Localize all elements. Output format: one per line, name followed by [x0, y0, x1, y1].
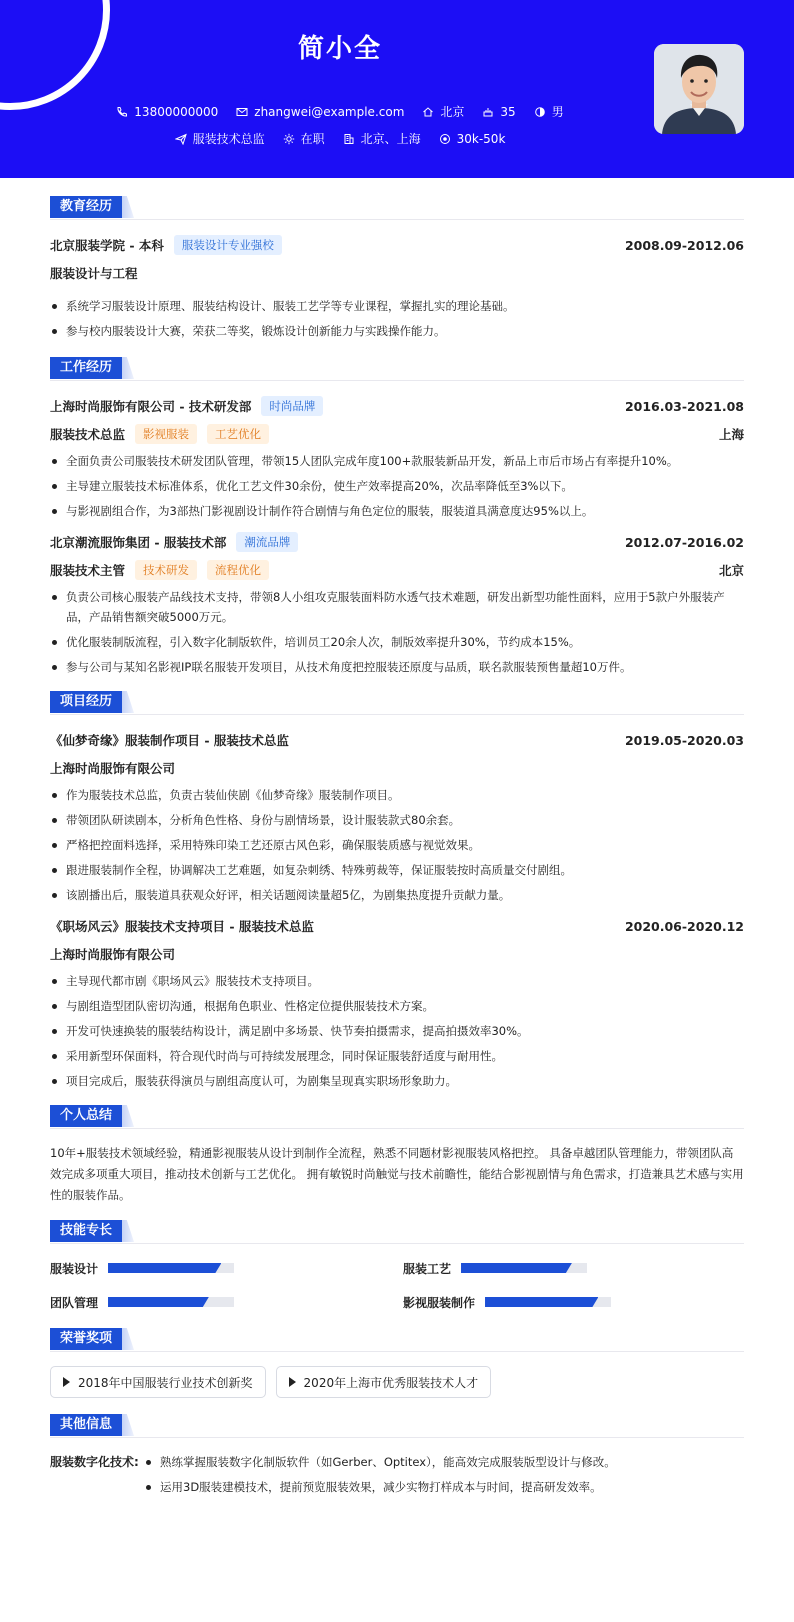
building-icon	[343, 133, 355, 145]
project-entry	[50, 915, 744, 1091]
list-item: 开发可快速换装的服装结构设计，满足剧中多场景、快节奏拍摄需求，提高拍摄效率30%。	[50, 1021, 744, 1041]
phone-icon	[116, 106, 128, 118]
summary-text: 10年+服装技术领域经验，精通影视服装从设计到制作全流程，熟悉不同题材影视服装风格把控。 具备卓越团队管理能力，带领团队高效完成多项重大项目，推动技术创新与工艺优化。 拥有敏锐时尚触觉与技术前瞻性，能结合影视剧情与角色需求，打造兼具艺术感与实用性的服装作品。	[50, 1146, 744, 1202]
list-item: 严格把控面料选择，采用特殊印染工艺还原古风色彩，确保服装质感与视觉效果。	[50, 835, 744, 855]
role-tag: 流程优化	[207, 560, 269, 580]
portrait-icon	[654, 44, 744, 134]
list-item: 全面负责公司服装技术研发团队管理，带领15人团队完成年度100+款服装新品开发，新品上市后市场占有率提升10%。	[50, 451, 744, 471]
work-entry	[50, 531, 744, 677]
role-title: 服装技术主管 技术研发 流程优化	[50, 560, 269, 580]
city-item: 北京	[422, 103, 464, 120]
section-title: 技能专长	[50, 1220, 122, 1242]
skill-bar	[108, 1263, 234, 1273]
resume-body	[50, 196, 744, 1502]
award-item: 2020年上海市优秀服装技术人才	[276, 1366, 492, 1398]
contact-row	[0, 103, 680, 120]
location: 北京	[718, 563, 744, 578]
skill-item: 服装设计	[50, 1258, 403, 1278]
age-item: 35	[482, 103, 515, 120]
skill-item: 影视服装制作	[403, 1292, 744, 1312]
date-range: 2020.06-2020.12	[624, 918, 744, 934]
list-item: 运用3D服装建模技术，提前预览服装效果，减少实物打样成本与时间，提高研发效率。	[144, 1477, 744, 1497]
list-item: 熟练掌握服装数字化制版软件（如Gerber、Optitex），能高效完成服装版型设计与修改。	[144, 1452, 744, 1472]
target-city-item: 北京、上海	[343, 130, 421, 147]
mail-icon	[236, 106, 248, 118]
skill-bar-fill	[108, 1263, 221, 1273]
list-item: 与剧组造型团队密切沟通，根据角色职业、性格定位提供服装技术方案。	[50, 996, 744, 1016]
summary-header	[50, 1105, 744, 1129]
skill-bar-fill	[461, 1263, 572, 1273]
section-title: 其他信息	[50, 1414, 122, 1436]
skills-grid	[50, 1258, 744, 1312]
list-item: 主导建立服装技术标准体系，优化工艺文件30余份，使生产效率提高20%，次品率降低至3%以下。	[50, 476, 744, 496]
project-org: 上海时尚服饰有限公司	[50, 761, 176, 776]
list-item: 与影视剧组合作，为3部热门影视剧设计制作符合剧情与角色定位的服装，服装道具满意度达95%以上。	[50, 501, 744, 521]
home-icon	[422, 106, 434, 118]
role-title: 服装技术总监 影视服装 工艺优化	[50, 424, 269, 444]
education-entry	[50, 234, 744, 341]
coin-icon	[439, 133, 451, 145]
gender-item: 男	[534, 103, 564, 120]
skill-bar	[108, 1297, 234, 1307]
play-icon	[289, 1377, 296, 1387]
skill-item: 服装工艺	[403, 1258, 744, 1278]
school-title: 北京服装学院 - 本科 服装设计专业强校	[50, 235, 282, 255]
tag-badge: 潮流品牌	[236, 532, 298, 552]
list-item: 带领团队研读剧本，分析角色性格、身份与剧情场景，设计服装款式80余套。	[50, 810, 744, 830]
list-item: 该剧播出后，服装道具获观众好评，相关话题阅读量超5亿，为剧集热度提升贡献力量。	[50, 885, 744, 905]
project-name: 《仙梦奇缘》服装制作项目 - 服装技术总监	[50, 733, 289, 748]
skill-bar-fill	[485, 1297, 598, 1307]
tag-badge: 服装设计专业强校	[174, 235, 282, 255]
company-title: 北京潮流服饰集团 - 服装技术部 潮流品牌	[50, 532, 298, 552]
list-item: 跟进服装制作全程，协调解决工艺难题，如复杂刺绣、特殊剪裁等，保证服装按时高质量交付剧组。	[50, 860, 744, 880]
gender-icon	[534, 106, 546, 118]
role-tag: 工艺优化	[207, 424, 269, 444]
section-title: 工作经历	[50, 357, 122, 379]
section-title: 荣誉奖项	[50, 1328, 122, 1350]
work-entry	[50, 395, 744, 521]
other-info	[50, 1452, 744, 1502]
play-icon	[63, 1377, 70, 1387]
company-title: 上海时尚服饰有限公司 - 技术研发部 时尚品牌	[50, 396, 323, 416]
sun-icon	[283, 133, 295, 145]
education-header	[50, 196, 744, 220]
list-item: 作为服装技术总监，负责古装仙侠剧《仙梦奇缘》服装制作项目。	[50, 785, 744, 805]
section-title: 个人总结	[50, 1105, 122, 1127]
status-item: 在职	[283, 130, 325, 147]
job-intent-row	[0, 130, 680, 147]
salary-item: 30k-50k	[439, 130, 506, 147]
skill-item: 团队管理	[50, 1292, 403, 1312]
resume-header	[0, 0, 794, 178]
projects-header	[50, 691, 744, 715]
work-header	[50, 357, 744, 381]
candidate-name: 简小全	[297, 34, 382, 64]
section-title: 教育经历	[50, 196, 122, 218]
awards-header	[50, 1328, 744, 1352]
role-tag: 技术研发	[135, 560, 197, 580]
project-entry	[50, 729, 744, 905]
send-icon	[175, 133, 187, 145]
avatar-photo	[654, 44, 744, 134]
list-item: 负责公司核心服装产品线技术支持，带领8人小组攻克服装面料防水透气技术难题，研发出新型功能性面料，应用于5款户外服装产品，产品销售额突破5000万元。	[50, 587, 744, 627]
other-label: 服装数字化技术:	[50, 1455, 139, 1469]
major: 服装设计与工程	[50, 266, 138, 281]
date-range: 2016.03-2021.08	[624, 398, 744, 414]
position-item: 服装技术总监	[175, 130, 265, 147]
project-org: 上海时尚服饰有限公司	[50, 947, 176, 962]
list-item: 参与校内服装设计大赛，荣获二等奖，锻炼设计创新能力与实践操作能力。	[50, 321, 744, 341]
list-item: 主导现代都市剧《职场风云》服装技术支持项目。	[50, 971, 744, 991]
email-item: zhangwei@example.com	[236, 103, 404, 120]
skill-bar	[485, 1297, 611, 1307]
list-item: 系统学习服装设计原理、服装结构设计、服装工艺学等专业课程，掌握扎实的理论基础。	[50, 296, 744, 316]
section-title: 项目经历	[50, 691, 122, 713]
skill-bar	[461, 1263, 587, 1273]
award-item: 2018年中国服装行业技术创新奖	[50, 1366, 266, 1398]
location: 上海	[718, 427, 744, 442]
other-header	[50, 1414, 744, 1438]
awards-list	[50, 1366, 744, 1398]
list-item: 项目完成后，服装获得演员与剧组高度认可，为剧集呈现真实职场形象助力。	[50, 1071, 744, 1091]
phone-item: 13800000000	[116, 103, 218, 120]
cake-icon	[482, 106, 494, 118]
skills-header	[50, 1220, 744, 1244]
project-name: 《职场风云》服装技术支持项目 - 服装技术总监	[50, 919, 314, 934]
tag-badge: 时尚品牌	[261, 396, 323, 416]
list-item: 参与公司与某知名影视IP联名服装开发项目，从技术角度把控服装还原度与品质，联名款服装预售量超10万件。	[50, 657, 744, 677]
list-item: 优化服装制版流程，引入数字化制版软件，培训员工20余人次，制版效率提升30%，节约成本15%。	[50, 632, 744, 652]
date-range: 2019.05-2020.03	[624, 732, 744, 748]
role-tag: 影视服装	[135, 424, 197, 444]
skill-bar-fill	[108, 1297, 209, 1307]
date-range: 2008.09-2012.06	[624, 237, 744, 253]
list-item: 采用新型环保面料，符合现代时尚与可持续发展理念，同时保证服装舒适度与耐用性。	[50, 1046, 744, 1066]
date-range: 2012.07-2016.02	[624, 534, 744, 550]
